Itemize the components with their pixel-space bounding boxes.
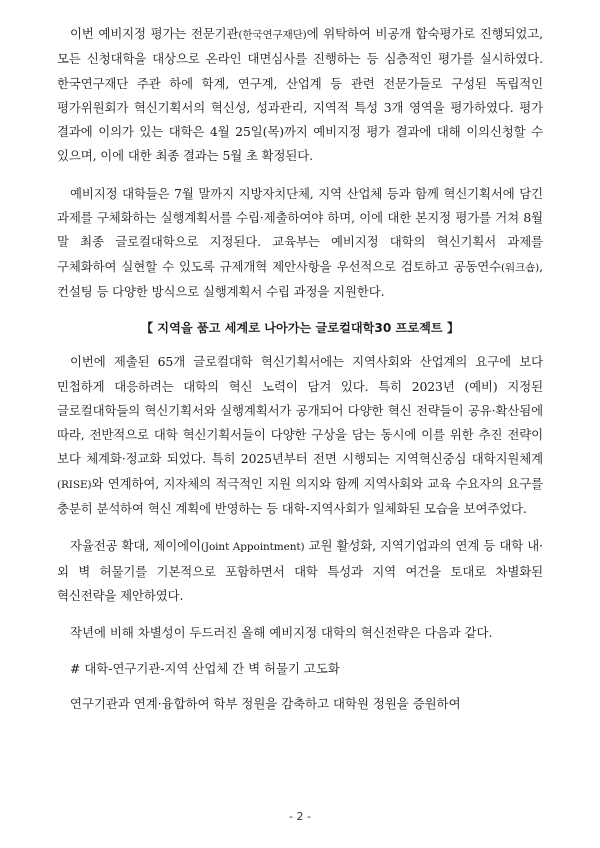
paragraph-research-institute-link: 연구기관과 연계·융합하여 학부 정원을 감축하고 대학원 정원을 증원하여 <box>70 695 461 711</box>
paragraph-innovation-plans <box>57 350 543 521</box>
text-run: 에 위탁하여 비공개 합숙평가로 진행되었고, 모든 신청대학을 대상으로 온라인 대면심사를 진행하는 등 심층적인 평가를 실시하였다. 한국연구재단 주관 하에 학계, 연구계, 산업계 등 관련 전문가들로 구성된 독립적인 평가위원회가 혁신기획서의 혁신성, 성과관리, 지역적 특성 3개 영역을 평가하였다. 평가 결과에 이의가 있는 대학은 4월 25일(목)까지 예비지정 평가 결과에 대해 이의신청할 수 있으며, 이에 대한 최종 결과는 5월 초 확정된다. <box>57 26 543 164</box>
text-run-small: (Joint Appointment) <box>200 541 305 554</box>
text-run: 이번 예비지정 평가는 전문기관 <box>70 26 239 41</box>
section-title: 【 지역을 품고 세계로 나아가는 글로컬대학30 프로젝트 】 <box>140 321 460 336</box>
document-body <box>57 22 543 727</box>
text-run: 이번에 제출된 65개 글로컬대학 혁신기획서에는 지역사회와 산업계의 요구에 보다 민첩하게 대응하려는 대학의 혁신 노력이 담겨 있다. 특히 2023년 (예비) 지정된 글로컬대학들의 혁신기획서와 실행계획서가 공개되어 다양한 혁신 전략들이 공유·확산됨에 따라, 전반적으로 대학 혁신기획서들이 다양한 구상을 담는 동시에 이를 위한 추진 전략이 보다 체계화·정교화 되었다. 특히 2025년부터 전면 시행되는 지역혁신중심 대학지원체계 <box>57 354 543 467</box>
subheading-wall-breaking: # 대학-연구기관-지역 산업체 간 벽 허물기 고도화 <box>70 660 340 676</box>
paragraph-differentiated-strategy <box>57 534 543 608</box>
text-run: , 컨설팅 등 다양한 방식으로 실행계획서 수립 과정을 지원한다. <box>57 258 543 299</box>
text-run: 자율전공 확대, 제이에이 <box>70 538 201 554</box>
text-run: 와 연계하여, 지자체의 적극적인 지원 의지와 함께 지역사회와 교육 수요자의 요구를 충분히 분석하여 혁신 계획에 반영하는 등 대학-지역사회가 일체화된 모습을 보여주었다. <box>57 475 543 517</box>
paragraph-evaluation-method <box>57 22 543 169</box>
paragraph-preliminary-schedule <box>57 182 543 304</box>
text-run: 예비지정 대학들은 7월 말까지 지방자치단체, 지역 산업체 등과 함께 혁신기획서에 담긴 과제를 구체화하는 실행계획서를 수립·제출하여야 하며, 이에 대한 본지정 평가를 거쳐 8월 말 최종 글로컬대학으로 지정된다. 교육부는 예비지정 대학의 혁신기획서 과제를 구체화하여 실현할 수 있도록 규제개혁 제안사항을 우선적으로 검토하고 공동연수 <box>57 185 543 274</box>
text-run-small: (워크숍) <box>501 261 540 274</box>
text-run: 교원 활성화, 지역기업과의 연계 등 대학 내·외 벽 허물기를 기본적으로 포함하면서 대학 특성과 지역 여건을 토대로 차별화된 혁신전략을 제안하였다. <box>57 538 544 603</box>
paragraph-strategy-intro: 작년에 비해 차별성이 두드러진 올해 예비지정 대학의 혁신전략은 다음과 같다. <box>70 625 493 641</box>
text-run-small: (RISE) <box>57 478 92 491</box>
page-number: - 2 - <box>289 810 311 823</box>
text-run-small: (한국연구재단) <box>238 29 307 41</box>
